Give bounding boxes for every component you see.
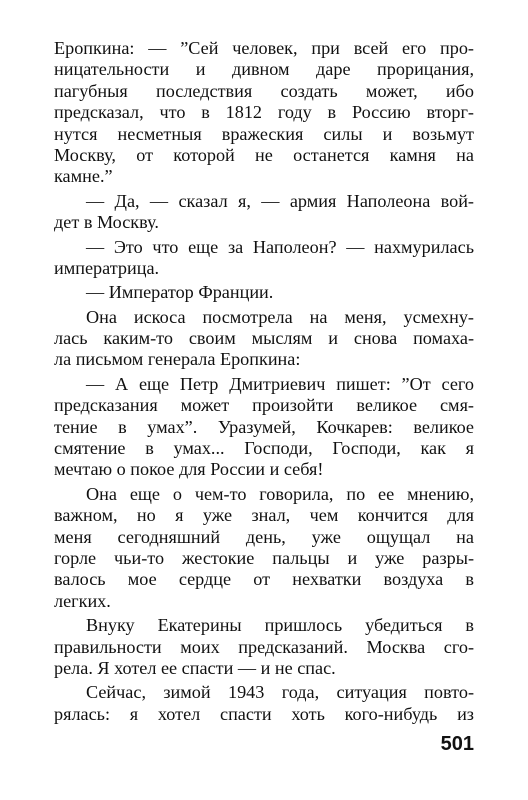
text-line: Москву, от которой не останется камня на — [54, 144, 474, 165]
text-line: валось мое сердце от нехватки воздуха в — [54, 569, 474, 590]
text-line: — А еще Петр Дмитриевич пишет: ”От сего — [86, 373, 474, 394]
text-line: Она искоса посмотрела на меня, усмехну- — [86, 306, 474, 327]
text-line: рела. Я хотел ее спасти — и не спас. — [54, 657, 336, 678]
text-line: императрица. — [54, 257, 160, 278]
text-line: ницательности и дивном даре прорицания, — [54, 59, 474, 80]
text-line: предсказания может произойти великое смя- — [54, 395, 474, 416]
text-line: Сейчас, зимой 1943 года, ситуация повто- — [86, 682, 474, 703]
text-line: пагубныя последствия создать может, ибо — [54, 80, 474, 101]
body-text — [54, 38, 474, 725]
text-line: важном, но я уже знал, чем кончится для — [54, 505, 474, 526]
text-line: Еропкина: — ”Сей человек, при всей его про- — [54, 38, 474, 58]
text-line: Она еще о чем-то говорила, по ее мнению, — [86, 483, 474, 504]
text-line: — Это что еще за Наполеон? — нахмурилась — [86, 236, 474, 257]
text-line: камне.” — [54, 166, 113, 187]
text-line: рялась: я хотел спасти хоть кого-нибудь из — [54, 703, 474, 724]
text-line: предсказал, что в 1812 году в Россию вторг- — [54, 102, 474, 123]
text-line: правильности моих предсказаний. Москва сго- — [54, 636, 474, 657]
text-line: горле чьи-то жестокие пальцы и уже разры- — [54, 547, 474, 568]
text-line: тение в умах”. Уразумей, Кочкарев: великое — [54, 416, 474, 437]
text-line: смятение в умах... Господи, Господи, как я — [54, 438, 474, 459]
page-number: 501 — [440, 733, 474, 755]
text-line: лась каким-то своим мыслям и снова помаха- — [54, 328, 474, 349]
text-line: дет в Москву. — [54, 212, 159, 233]
text-line: нутся несметныя вражеския силы и возьмут — [54, 123, 474, 144]
text-line: легких. — [54, 590, 111, 611]
text-line: Внуку Екатерины пришлось убедиться в — [86, 615, 474, 636]
text-line: — Император Франции. — [86, 282, 274, 303]
text-line: меня сегодняшний день, уже ощущал на — [54, 526, 474, 547]
text-line: — Да, — сказал я, — армия Наполеона вой- — [86, 190, 474, 211]
text-line: ла письмом генерала Еропкина: — [54, 349, 301, 370]
text-line: мечтаю о покое для России и себя! — [54, 459, 324, 480]
